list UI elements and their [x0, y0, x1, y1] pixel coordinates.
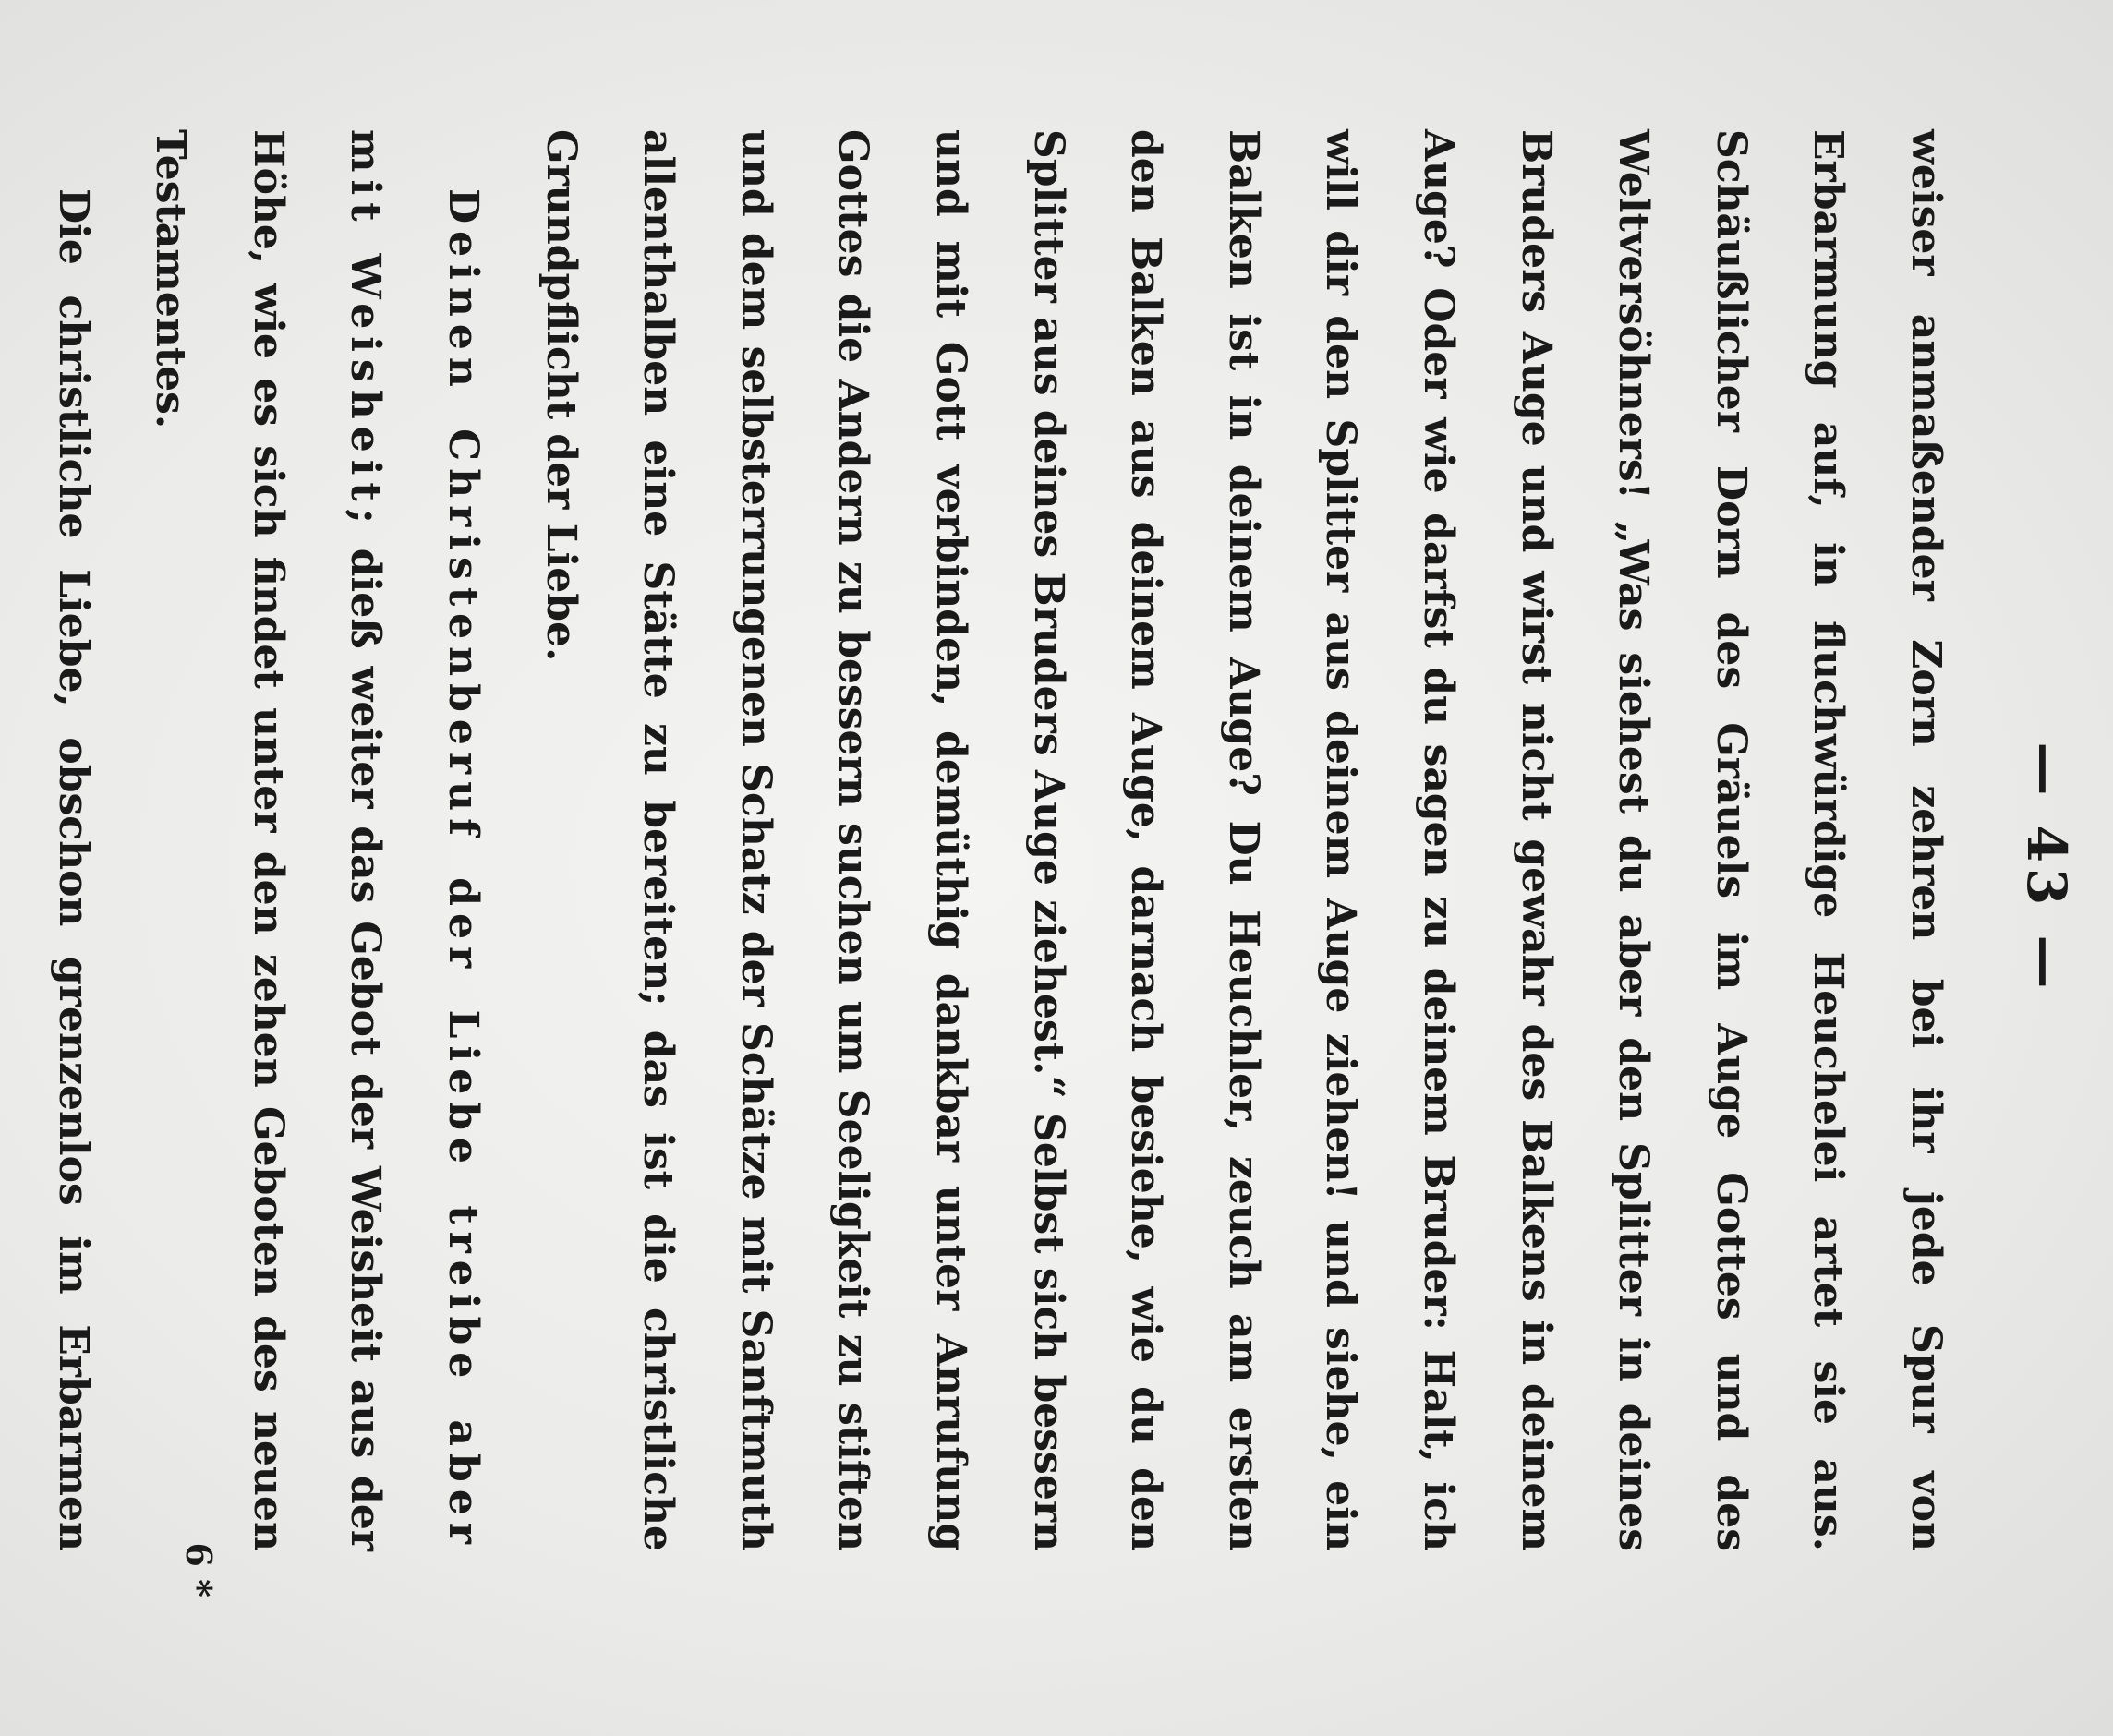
body-text — [0, 129, 1974, 1551]
paragraph-2 — [122, 129, 512, 1551]
paragraph-3: Die christliche Liebe, obschon grenzenlos im Erbarmen — [49, 188, 97, 1551]
page-number: — 43 — — [2015, 741, 2078, 995]
paragraph-2-rest: dieß weiter das Gebot der Weisheit aus der Höhe, wie es sich findet unter den zehen Geboten des neuen Testamentes. — [147, 129, 390, 1551]
paragraph-2-emphasis: Deinen Christenberuf der Liebe treibe aber mit Weisheit; — [342, 129, 488, 1551]
paragraph-1: weiser anmaßender Zorn zehren bei ihr jede Spur von Erbarmung auf, in fluchwürdige Heuchelei artet sie aus. Schäußlicher Dorn des Gräuels im Auge Gottes und des Weltversöhners! „Was siehest du aber den Splitter in deines Bruders Auge und wirst nicht gewahr des Balkens in deinem Auge? Oder wie darfst du sagen zu deinem Bruder: Halt, ich will dir den Splitter aus deinem Auge ziehen! und siehe, ein Balken ist in deinem Auge? Du Heuchler, zeuch am ersten den Balken aus deinem Auge, darnach besiehe, wie du den Splitter aus deines Bruders Auge ziehest.“ Selbst sich bessern und mit Gott verbinden, demüthig dankbar unter Anrufung Gottes die Andern zu bessern suchen um Seeligkeit zu stiften und dem selbsterrungenen Schatz der Schätze mit Sanftmuth allenthalben eine Stätte zu bereiten; das ist die christliche Grundpflicht der Liebe. — [537, 129, 1950, 1551]
signature-mark: 6 * — [178, 1542, 220, 1597]
